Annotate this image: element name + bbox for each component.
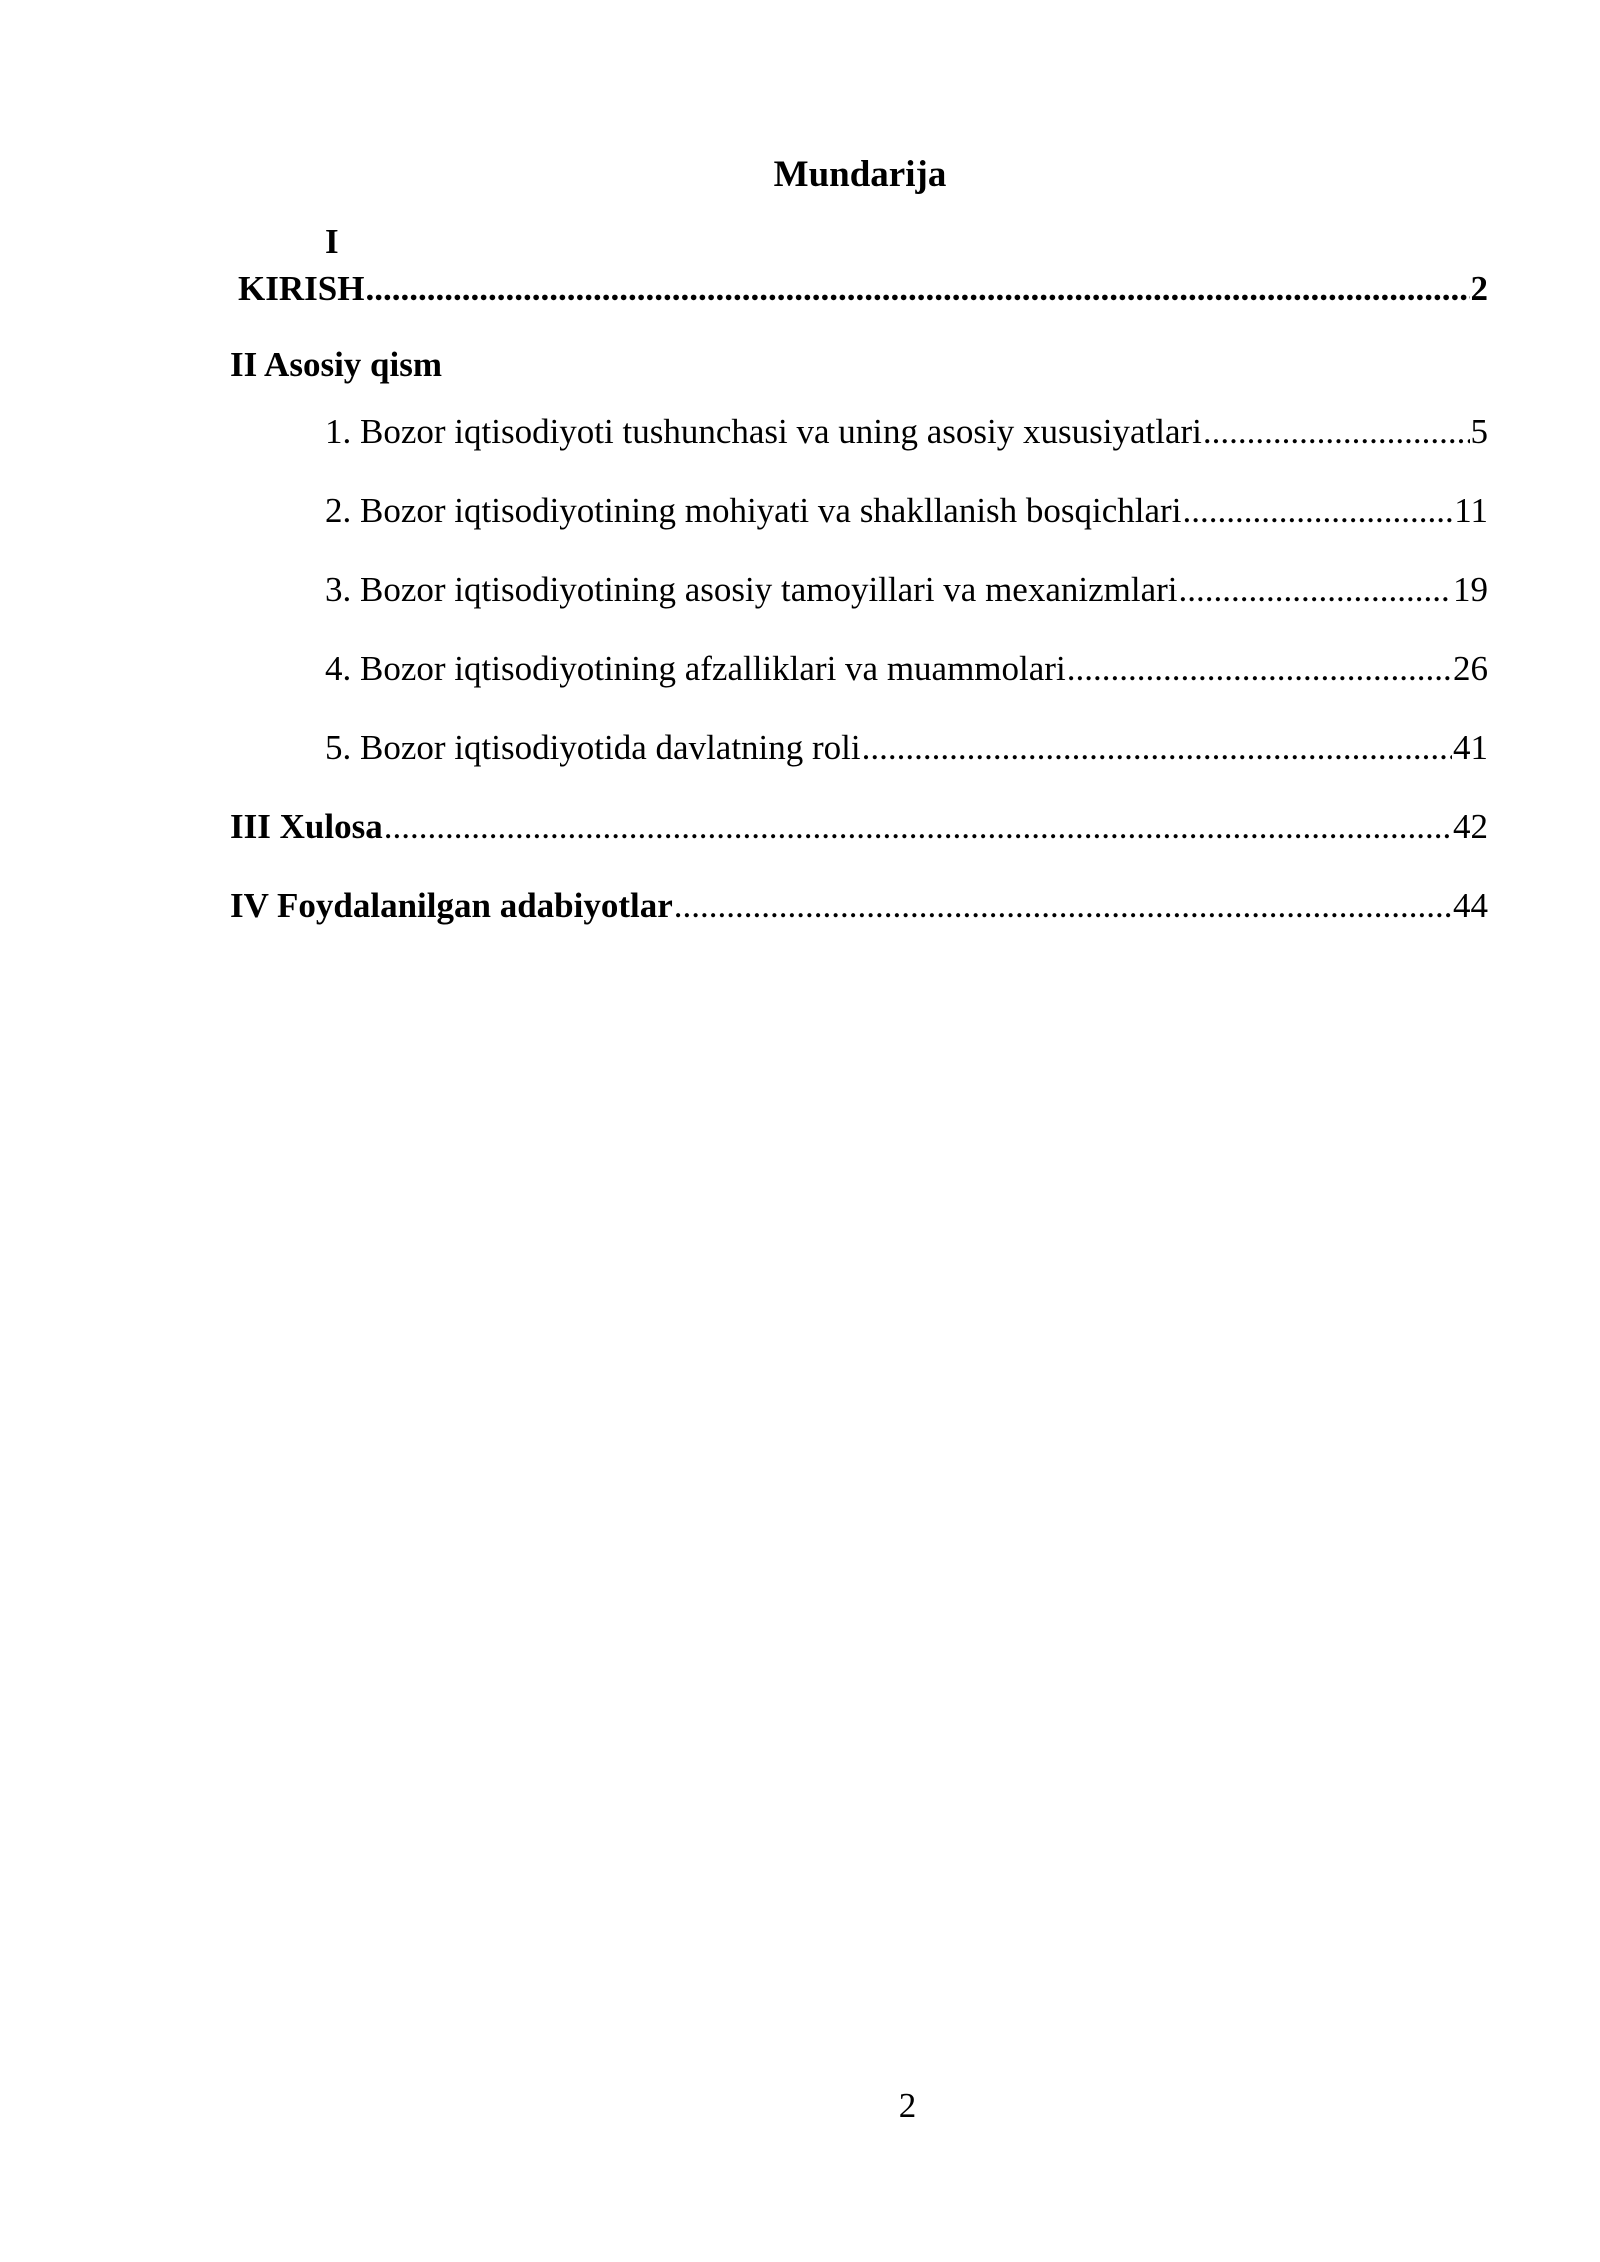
- toc-entry-label: 2. Bozor iqtisodiyotining mohiyati va shakllanish bosqichlari: [325, 491, 1182, 530]
- toc-page-number: 2: [1470, 269, 1488, 308]
- toc-entry-5[interactable]: [325, 724, 1488, 772]
- toc-leader-dots: [1182, 487, 1453, 535]
- toc-entry-label: III Xulosa: [230, 807, 383, 846]
- toc-leader-dots: [1067, 645, 1452, 693]
- toc-entry-2[interactable]: [325, 487, 1488, 535]
- toc-entry-label: 3. Bozor iqtisodiyotining asosiy tamoyillari va mexanizmlari: [325, 570, 1178, 609]
- toc-entry-label: 5. Bozor iqtisodiyotida davlatning roli: [325, 728, 861, 767]
- toc-entry-3[interactable]: [325, 566, 1488, 614]
- section-heading-main-part: II Asosiy qism: [230, 345, 443, 384]
- toc-page-number: 42: [1453, 807, 1488, 846]
- toc-leader-dots: [862, 724, 1452, 772]
- toc-leader-dots: [1203, 408, 1470, 456]
- page-title: Mundarija: [773, 154, 947, 195]
- toc-leader-dots: [384, 803, 1452, 851]
- toc-entry-4[interactable]: [325, 645, 1488, 693]
- toc-leader-dots: [674, 882, 1452, 930]
- toc-entry-intro[interactable]: [238, 265, 1488, 313]
- toc-entry-references[interactable]: [230, 882, 1488, 930]
- toc-entry-label: 1. Bozor iqtisodiyoti tushunchasi va uning asosiy xususiyatlari: [325, 412, 1202, 451]
- footer-page-number: 2: [898, 2086, 917, 2125]
- toc-entry-label: 4. Bozor iqtisodiyotining afzalliklari va muammolari: [325, 649, 1066, 688]
- toc-page-number: 26: [1453, 649, 1488, 688]
- toc-leader-dots: [365, 265, 1469, 313]
- toc-entry-1[interactable]: [325, 408, 1488, 456]
- toc-page-number: 44: [1453, 886, 1488, 925]
- toc-page-number: 11: [1454, 491, 1488, 530]
- toc-page-number: 5: [1470, 412, 1488, 451]
- toc-leader-dots: [1179, 566, 1453, 614]
- toc-entry-label: KIRISH: [238, 269, 365, 308]
- toc-page-number: 41: [1453, 728, 1488, 767]
- toc-entry-conclusion[interactable]: [230, 803, 1488, 851]
- toc-page-number: 19: [1453, 570, 1488, 609]
- intro-roman-numeral: I: [325, 222, 339, 261]
- toc-entry-label: IV Foydalanilgan adabiyotlar: [230, 886, 673, 925]
